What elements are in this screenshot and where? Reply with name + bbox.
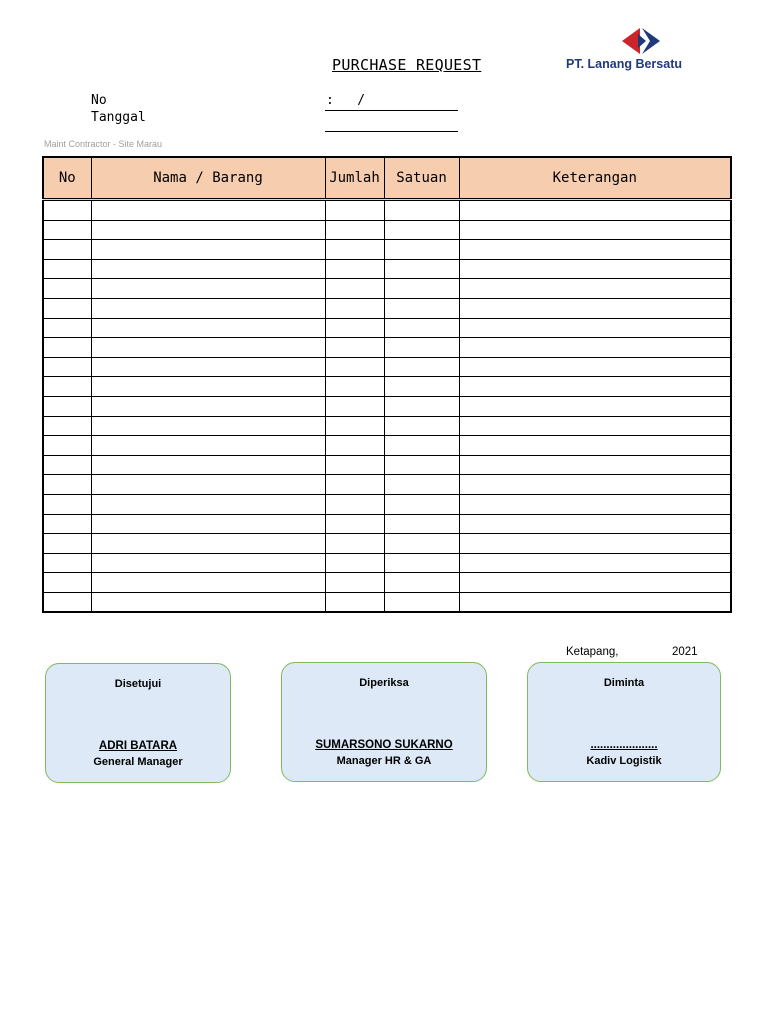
col-jumlah: Jumlah — [325, 157, 384, 200]
table-cell[interactable] — [43, 240, 91, 260]
table-cell[interactable] — [91, 475, 325, 495]
table-row — [43, 318, 731, 338]
approval-role: Diperiksa — [359, 677, 409, 689]
table-cell[interactable] — [459, 318, 731, 338]
table-cell[interactable] — [91, 534, 325, 554]
table-cell[interactable] — [325, 318, 384, 338]
table-cell[interactable] — [91, 259, 325, 279]
table-cell[interactable] — [91, 396, 325, 416]
table-cell[interactable] — [43, 455, 91, 475]
approver-position: Manager HR & GA — [336, 755, 432, 767]
table-cell[interactable] — [325, 298, 384, 318]
table-cell[interactable] — [91, 200, 325, 221]
table-cell[interactable] — [459, 573, 731, 593]
year-label: 2021 — [672, 646, 698, 658]
table-cell[interactable] — [384, 377, 459, 397]
table-cell[interactable] — [325, 553, 384, 573]
table-cell[interactable] — [384, 436, 459, 456]
table-cell[interactable] — [91, 220, 325, 240]
table-cell[interactable] — [43, 416, 91, 436]
table-row — [43, 494, 731, 514]
table-cell[interactable] — [459, 240, 731, 260]
table-row — [43, 279, 731, 299]
approval-box-disetujui — [45, 663, 231, 783]
table-cell[interactable] — [43, 494, 91, 514]
table-cell[interactable] — [384, 357, 459, 377]
table-cell[interactable] — [43, 396, 91, 416]
table-cell[interactable] — [91, 338, 325, 358]
table-cell[interactable] — [43, 357, 91, 377]
table-cell[interactable] — [325, 200, 384, 221]
table-row — [43, 298, 731, 318]
table-row — [43, 436, 731, 456]
company-logo — [562, 26, 722, 74]
table-row — [43, 220, 731, 240]
table-cell[interactable] — [43, 514, 91, 534]
table-cell[interactable] — [91, 436, 325, 456]
table-cell[interactable] — [91, 592, 325, 612]
table-row — [43, 259, 731, 279]
table-cell[interactable] — [384, 396, 459, 416]
table-cell[interactable] — [325, 396, 384, 416]
tanggal-label: Tanggal — [91, 110, 146, 125]
table-cell[interactable] — [459, 338, 731, 358]
table-cell[interactable] — [325, 338, 384, 358]
page-title: PURCHASE REQUEST — [332, 56, 482, 74]
tanggal-field-line[interactable] — [325, 131, 458, 132]
table-cell[interactable] — [384, 338, 459, 358]
table-cell[interactable] — [325, 279, 384, 299]
items-table — [42, 156, 732, 613]
logo-mark-icon — [620, 26, 662, 56]
table-cell[interactable] — [459, 534, 731, 554]
no-field-line[interactable] — [325, 110, 458, 111]
table-cell[interactable] — [325, 494, 384, 514]
company-name: PT. Lanang Bersatu — [566, 57, 682, 71]
table-cell[interactable] — [91, 298, 325, 318]
no-value: : / — [326, 93, 366, 108]
table-cell[interactable] — [43, 220, 91, 240]
table-row — [43, 240, 731, 260]
table-cell[interactable] — [384, 553, 459, 573]
table-cell[interactable] — [459, 298, 731, 318]
col-nama-barang: Nama / Barang — [91, 157, 325, 200]
table-row — [43, 514, 731, 534]
table-cell[interactable] — [459, 357, 731, 377]
table-cell[interactable] — [459, 416, 731, 436]
table-cell[interactable] — [325, 534, 384, 554]
table-row — [43, 357, 731, 377]
table-cell[interactable] — [325, 220, 384, 240]
approval-role: Disetujui — [114, 678, 162, 690]
table-cell[interactable] — [91, 573, 325, 593]
table-cell[interactable] — [384, 455, 459, 475]
no-label: No — [91, 93, 107, 108]
table-cell[interactable] — [43, 279, 91, 299]
col-keterangan: Keterangan — [459, 157, 731, 200]
table-cell[interactable] — [325, 416, 384, 436]
place-label: Ketapang, — [566, 646, 619, 658]
table-cell[interactable] — [384, 416, 459, 436]
table-header-row — [43, 157, 731, 200]
col-no: No — [43, 157, 91, 200]
approver-position: General Manager — [93, 756, 183, 768]
table-cell[interactable] — [91, 416, 325, 436]
table-cell[interactable] — [384, 534, 459, 554]
table-cell[interactable] — [459, 279, 731, 299]
table-cell[interactable] — [384, 220, 459, 240]
table-cell[interactable] — [459, 377, 731, 397]
table-cell[interactable] — [325, 573, 384, 593]
approval-box-diminta — [527, 662, 721, 782]
table-cell[interactable] — [325, 377, 384, 397]
table-cell[interactable] — [43, 200, 91, 221]
table-cell[interactable] — [91, 494, 325, 514]
table-cell[interactable] — [459, 396, 731, 416]
table-row — [43, 553, 731, 573]
table-cell[interactable] — [325, 436, 384, 456]
table-cell[interactable] — [459, 200, 731, 221]
table-cell[interactable] — [459, 494, 731, 514]
table-cell[interactable] — [384, 573, 459, 593]
table-cell[interactable] — [384, 200, 459, 221]
table-cell[interactable] — [91, 514, 325, 534]
table-cell[interactable] — [384, 279, 459, 299]
approval-role: Diminta — [603, 677, 645, 689]
table-cell[interactable] — [325, 240, 384, 260]
subtitle: Maint Contractor - Site Marau — [44, 139, 163, 149]
approver-position: Kadiv Logistik — [586, 755, 662, 767]
table-cell[interactable] — [43, 377, 91, 397]
table-cell[interactable] — [325, 357, 384, 377]
table-cell[interactable] — [384, 475, 459, 495]
table-cell[interactable] — [43, 298, 91, 318]
table-row — [43, 338, 731, 358]
table-cell[interactable] — [43, 318, 91, 338]
table-row — [43, 534, 731, 554]
table-cell[interactable] — [91, 279, 325, 299]
table-cell[interactable] — [43, 338, 91, 358]
table-cell[interactable] — [43, 436, 91, 456]
table-row — [43, 200, 731, 221]
table-row — [43, 377, 731, 397]
table-cell[interactable] — [384, 240, 459, 260]
table-cell[interactable] — [459, 553, 731, 573]
table-cell[interactable] — [91, 553, 325, 573]
table-row — [43, 455, 731, 475]
table-cell[interactable] — [384, 259, 459, 279]
table-row — [43, 396, 731, 416]
table-cell[interactable] — [43, 259, 91, 279]
table-cell[interactable] — [459, 220, 731, 240]
approver-name: ..................... — [590, 739, 658, 751]
table-cell[interactable] — [43, 592, 91, 612]
table-cell[interactable] — [384, 592, 459, 612]
table-row — [43, 416, 731, 436]
table-cell[interactable] — [325, 514, 384, 534]
table-cell[interactable] — [91, 455, 325, 475]
table-cell[interactable] — [325, 455, 384, 475]
table-cell[interactable] — [459, 592, 731, 612]
table-cell[interactable] — [459, 475, 731, 495]
approver-name: SUMARSONO SUKARNO — [315, 739, 453, 751]
table-cell[interactable] — [91, 318, 325, 338]
table-cell[interactable] — [325, 259, 384, 279]
table-cell[interactable] — [325, 475, 384, 495]
table-cell[interactable] — [384, 318, 459, 338]
table-cell[interactable] — [43, 573, 91, 593]
table-cell[interactable] — [384, 298, 459, 318]
approver-name: ADRI BATARA — [98, 740, 178, 752]
col-satuan: Satuan — [384, 157, 459, 200]
table-cell[interactable] — [91, 357, 325, 377]
table-cell[interactable] — [91, 377, 325, 397]
table-cell[interactable] — [384, 514, 459, 534]
table-cell[interactable] — [43, 553, 91, 573]
table-row — [43, 573, 731, 593]
table-cell[interactable] — [459, 514, 731, 534]
table-cell[interactable] — [459, 436, 731, 456]
table-cell[interactable] — [459, 259, 731, 279]
table-cell[interactable] — [43, 534, 91, 554]
table-cell[interactable] — [43, 475, 91, 495]
table-row — [43, 592, 731, 612]
table-cell[interactable] — [459, 455, 731, 475]
table-row — [43, 475, 731, 495]
approval-box-diperiksa — [281, 662, 487, 782]
table-cell[interactable] — [384, 494, 459, 514]
table-cell[interactable] — [325, 592, 384, 612]
table-cell[interactable] — [91, 240, 325, 260]
